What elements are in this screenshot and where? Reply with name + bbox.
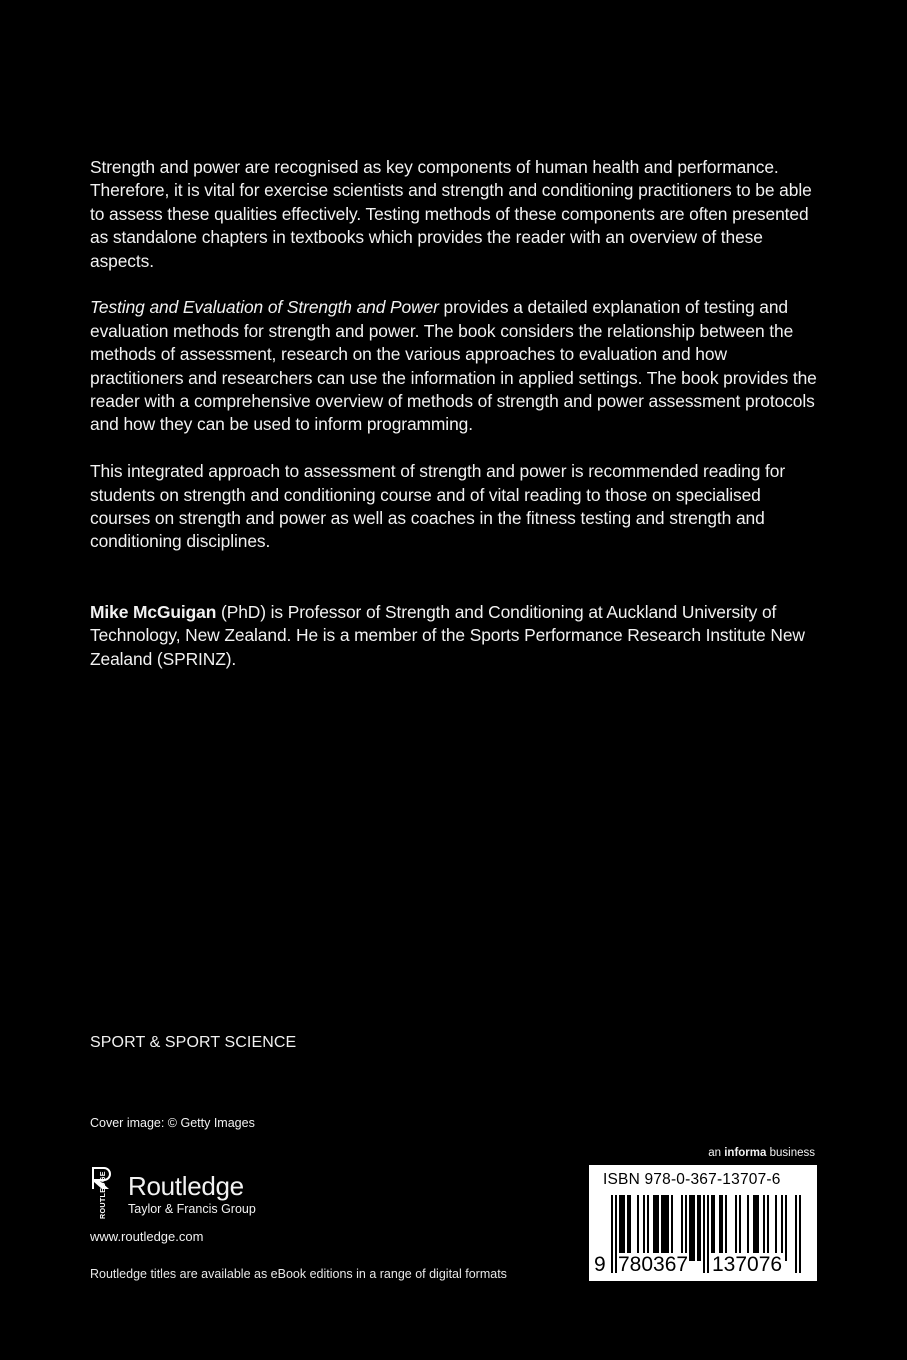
- barcode-bar: [681, 1195, 683, 1261]
- barcode-bar: [767, 1195, 769, 1261]
- barcode-bar: [697, 1195, 699, 1261]
- barcode-bar: [763, 1195, 765, 1261]
- book-title: Testing and Evaluation of Strength and Power: [90, 297, 439, 318]
- barcode-bar: [627, 1195, 629, 1261]
- barcode-bar: [781, 1195, 783, 1261]
- barcode-bar: [663, 1195, 665, 1261]
- logo-mark-text: ROUTLEDGE: [98, 1171, 107, 1219]
- barcode-bar: [735, 1195, 737, 1261]
- barcode-bar: [661, 1195, 663, 1261]
- author-bio-text: (PhD) is Professor of Strength and Conditioning at Auckland University of Technology, New Zealand. He is a member of the Sports Performance Research Institute New Zealand (SPRINZ).: [90, 601, 805, 669]
- barcode-bar: [655, 1195, 657, 1261]
- barcode-bar: [653, 1195, 655, 1261]
- barcode-bar: [637, 1195, 639, 1261]
- informa-suffix: business: [766, 1147, 815, 1159]
- barcode-digits-left: 780367: [618, 1253, 689, 1276]
- barcode-bar: [657, 1195, 659, 1261]
- barcode-bar: [643, 1195, 645, 1261]
- barcode-bar: [667, 1195, 669, 1261]
- barcode-bar: [665, 1195, 667, 1261]
- barcode-bar: [721, 1195, 723, 1261]
- barcode-bar: [711, 1195, 713, 1261]
- barcode-bar: [689, 1195, 691, 1261]
- barcode-digits-right: 137076: [712, 1253, 783, 1276]
- barcode-bar: [747, 1195, 749, 1261]
- informa-prefix: an: [708, 1147, 725, 1159]
- barcode-bar: [755, 1195, 757, 1261]
- publisher-website: www.routledge.com: [90, 1229, 204, 1244]
- back-cover-blurb: [90, 156, 818, 694]
- barcode-bar: [757, 1195, 759, 1261]
- author-name: Mike McGuigan: [90, 601, 217, 622]
- isbn-barcode-box: [589, 1165, 817, 1281]
- blurb-paragraph-1: Strength and power are recognised as key components of human health and performance. Therefore, it is vital for exercise scientists and strength and conditioning practitioners to be able to assess these qualities effectively. Testing methods of these components are often presented as standalone chapters in textbooks which provides the reader with an overview of these aspects.: [90, 157, 812, 271]
- barcode-bar: [619, 1195, 621, 1261]
- barcode-bar: [629, 1195, 631, 1261]
- publisher-group: Taylor & Francis Group: [128, 1202, 256, 1216]
- barcode-bar: [753, 1195, 755, 1261]
- barcode-bar: [713, 1195, 715, 1261]
- barcode-bar: [719, 1195, 721, 1261]
- barcode-digit-first: 9: [594, 1253, 606, 1276]
- routledge-logo-mark-icon: [90, 1166, 112, 1220]
- barcode-bar: [671, 1195, 673, 1261]
- barcode-bar: [785, 1195, 787, 1261]
- barcode-bar: [647, 1195, 649, 1261]
- isbn-label: ISBN 978-0-367-13707-6: [603, 1171, 781, 1188]
- logo-wordmark: [128, 1173, 256, 1216]
- publisher-name: Routledge: [128, 1171, 244, 1201]
- informa-brand: informa: [724, 1147, 767, 1159]
- blurb-paragraph-2-text: provides a detailed explanation of testing and evaluation methods for strength and power. The book considers the relationship between the methods of assessment, research on the various approaches to evaluation and how practitioners and researchers can use the information in applied settings. The book provides the reader with a comprehensive overview of methods of strength and power assessment protocols and how they can be used to inform programming.: [90, 297, 817, 435]
- barcode-bar: [775, 1195, 777, 1261]
- barcode-digits: [589, 1253, 817, 1277]
- routledge-logo: [90, 1166, 256, 1220]
- subject-category: SPORT & SPORT SCIENCE: [90, 1034, 297, 1051]
- barcode-bar: [685, 1195, 687, 1261]
- blurb-paragraph-3: This integrated approach to assessment of strength and power is recommended reading for students on strength and conditioning course and of vital reading to those on specialised courses on strength and power as well as coaches in the fitness testing and strength and conditioning disciplines.: [90, 461, 786, 552]
- barcode-bar: [725, 1195, 727, 1261]
- barcode-bar: [621, 1195, 623, 1261]
- barcode-bar: [623, 1195, 625, 1261]
- cover-image-credit: Cover image: © Getty Images: [90, 1116, 255, 1130]
- barcode-bar: [699, 1195, 701, 1261]
- ebook-note: Routledge titles are available as eBook editions in a range of digital formats: [90, 1267, 507, 1281]
- barcode-bar: [693, 1195, 695, 1261]
- barcode-bar: [691, 1195, 693, 1261]
- informa-business-tag: [708, 1147, 815, 1159]
- author-bio: [90, 601, 818, 671]
- blurb-paragraph-2: [90, 296, 818, 436]
- barcode-bar: [739, 1195, 741, 1261]
